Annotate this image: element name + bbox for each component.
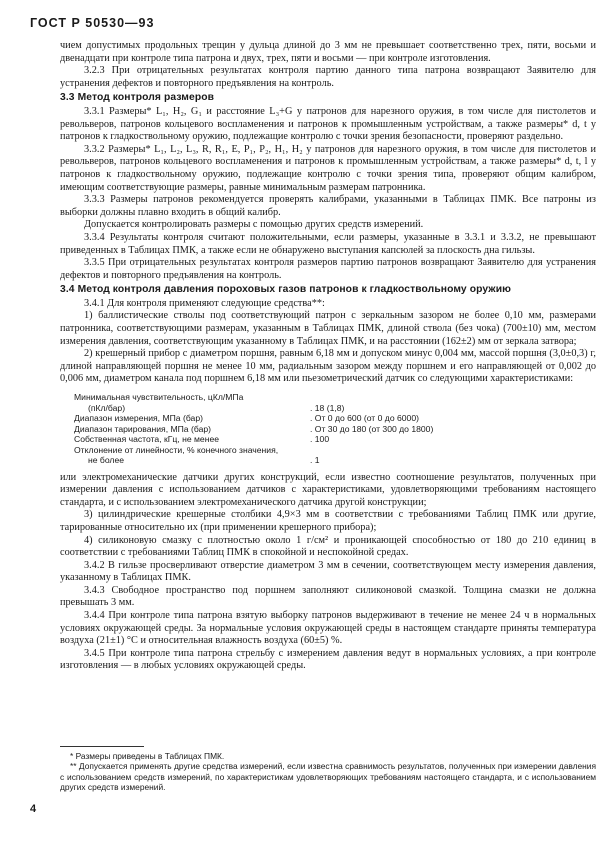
table-label: Собственная частота, кГц, не менее xyxy=(74,434,219,445)
paragraph: 1) баллистические стволы под соответствующий патрон с зеркальным зазором не более 0,10 мм, размерами патронника, соответствующими размерам, указанным в Таблицах ПМК, длиной ствола (без чока) (700±10) мм, местом измерения давления, соответствующим указанному в Таблицах ПМК, и на расстоянии (162±2) мм от зеркала затвора; xyxy=(60,310,596,347)
page-number: 4 xyxy=(30,803,37,815)
table-label: Диапазон измерения, МПа (бар) xyxy=(74,413,203,424)
paragraph: 3.3.4 Результаты контроля считают положительными, если размеры, указанные в 3.3.1 и 3.3.2, не превышают приведенных в Таблицах ПМК, а также если не обнаружено выступания капсюлей за плоскость дна гильзы. xyxy=(60,231,596,256)
footnote-divider xyxy=(60,746,144,747)
table-row xyxy=(74,403,596,414)
footnotes xyxy=(60,751,596,793)
paragraph: Допускается контролировать размеры с помощью других средств измерений. xyxy=(84,219,424,231)
footnote: ** Допускается применять другие средства измерений, если известна сравнимость результатов, полученных при измерении давления с использованием средств измерений, по характеристикам удовлетворяющих требованиям настоящего стандарта, и с использованием других средств измерений. xyxy=(60,761,596,793)
table-row xyxy=(74,455,596,466)
table-row xyxy=(74,392,596,403)
table-value xyxy=(310,392,596,403)
sensor-characteristics-table xyxy=(74,392,596,466)
table-label: (пКл/бар) xyxy=(88,402,126,413)
paragraph: 2) крешерный прибор с диаметром поршня, равным 6,18 мм и допуском минус 0,004 мм, массой поршня (3,0±0,3) г, длиной направляющей поршня не менее 10 мм, радиальным зазором между поршнем и его направляющей от 0,002 до 0,006 мм, диаметром канала под поршнем 6,18 мм или пьезометрический датчик со следующими характеристиками: xyxy=(60,348,596,385)
table-value: . 100 xyxy=(310,434,330,445)
table-row xyxy=(74,413,596,424)
paragraph: 3.3.1 Размеры* L₁, H₂, G₁ и расстояние L₃+G у патронов для нарезного оружия, в том числе для пистолетов и револьверов, патронов кольцевого воспламенения и патронов к промышленным устройствам, а также размеры* d, t у патронов к гладкоствольному оружию, подлежащие контролю с точки зрения безопасности, проверяют раздельно. xyxy=(60,105,596,143)
paragraph: 3.3.2 Размеры* L₁, L₂, L₃, R, R₁, E, P₁, P₂, H₁, H₂ у патронов для нарезного оружия, в том числе для пистолетов и револьверов, патронов кольцевого воспламенения и патронов к промышленным устройствам, а также размеры* d, t, l у патронов к гладкоствольному оружию, подлежащие контролю с точки зрения типа, проверяют общим калибром, имеющим соответствующие размеры, равные минимальным размерам патронника. xyxy=(60,143,596,193)
table-value: . От 30 до 180 (от 300 до 1800) xyxy=(310,423,434,434)
document-body xyxy=(60,40,596,673)
table-value: . От 0 до 600 (от 0 до 6000) xyxy=(310,413,419,424)
section-heading: 3.4 Метод контроля давления пороховых газов патронов к гладкоствольному оружию xyxy=(60,284,512,296)
section-heading: 3.3 Метод контроля размеров xyxy=(60,92,215,104)
paragraph: 3.3.3 Размеры патронов рекомендуется проверять калибрами, указанными в Таблицах ПМК. Все патроны из выборки должны плавно входить в общий калибр. xyxy=(60,194,596,218)
paragraph: 3.3.5 При отрицательных результатах контроля размеров партию патронов возвращают Заявителю для устранения дефектов и повторного предъявления на контроль. xyxy=(60,257,596,281)
paragraph: 3.2.3 При отрицательных результатах контроля партию данного типа патрона возвращают Заявителю для устранения дефектов и повторного предъявления на контроль. xyxy=(60,65,596,89)
table-label: Минимальная чувствительность, цКл/МПа xyxy=(74,392,244,403)
table-value: . 1 xyxy=(310,455,320,466)
page-header: ГОСТ Р 50530—93 xyxy=(30,16,155,30)
table-value: . 18 (1,8) xyxy=(310,402,345,413)
paragraph: 3.4.5 При контроле типа патрона стрельбу с измерением давления ведут в нормальных условиях, а при контроле изготовления — в любых условиях окружающей среды. xyxy=(60,647,596,672)
paragraph: 3.4.4 При контроле типа патрона взятую выборку патронов выдерживают в течение не менее 24 ч в нормальных условиях окружающей среды. За нормальные условия окружающей среды в настоящем стандарте приняты температура воздуха (21±1) °С и относительная влажность воздуха (60±5) %. xyxy=(60,610,596,647)
table-row xyxy=(74,445,596,456)
table-label: не более xyxy=(88,455,124,466)
table-value xyxy=(278,445,596,456)
paragraph: 3) цилиндрические крешерные столбики 4,9×3 мм в соответствии с требованиями Таблиц ПМК или другие, тарированные относительно их (при применении крешерного прибора); xyxy=(60,509,596,533)
paragraph: или электромеханические датчики других конструкций, если известно соотношение результатов, полученных при измерении давления с использованием датчиков с характеристиками, удовлетворяющими требованиям настоящего стандарта, и с использованием электромеханического датчика другой конструкции; xyxy=(60,471,596,508)
paragraph: чием допустимых продольных трещин у дульца длиной до 3 мм не превышает соответственно трех, пяти, восьми и двенадцати при контроле типа патрона и двух, трех, пяти и восьми — при контроле изготовления. xyxy=(60,40,596,64)
footnote: * Размеры приведены в Таблицах ПМК. xyxy=(70,751,225,761)
table-label: Диапазон тарирования, МПа (бар) xyxy=(74,423,211,434)
paragraph: 4) силиконовую смазку с плотностью около 1 г/см² и проникающей способностью от 180 до 210 единиц в соответствии с требованиями Таблиц ПМК в спокойной и неспокойной средах. xyxy=(60,534,596,559)
table-row xyxy=(74,424,596,435)
table-row xyxy=(74,434,596,445)
paragraph: 3.4.1 Для контроля применяют следующие средства**: xyxy=(84,297,325,309)
table-label: Отклонение от линейности, % конечного значения, xyxy=(74,444,279,455)
paragraph: 3.4.3 Свободное пространство под поршнем заполняют силиконовой смазкой. Толщина смазки не должна превышать 3 мм. xyxy=(60,584,596,609)
paragraph: 3.4.2 В гильзе просверливают отверстие диаметром 3 мм в сечении, соответствующем месту измерения давления, указанному в Таблицах ПМК. xyxy=(60,559,596,584)
